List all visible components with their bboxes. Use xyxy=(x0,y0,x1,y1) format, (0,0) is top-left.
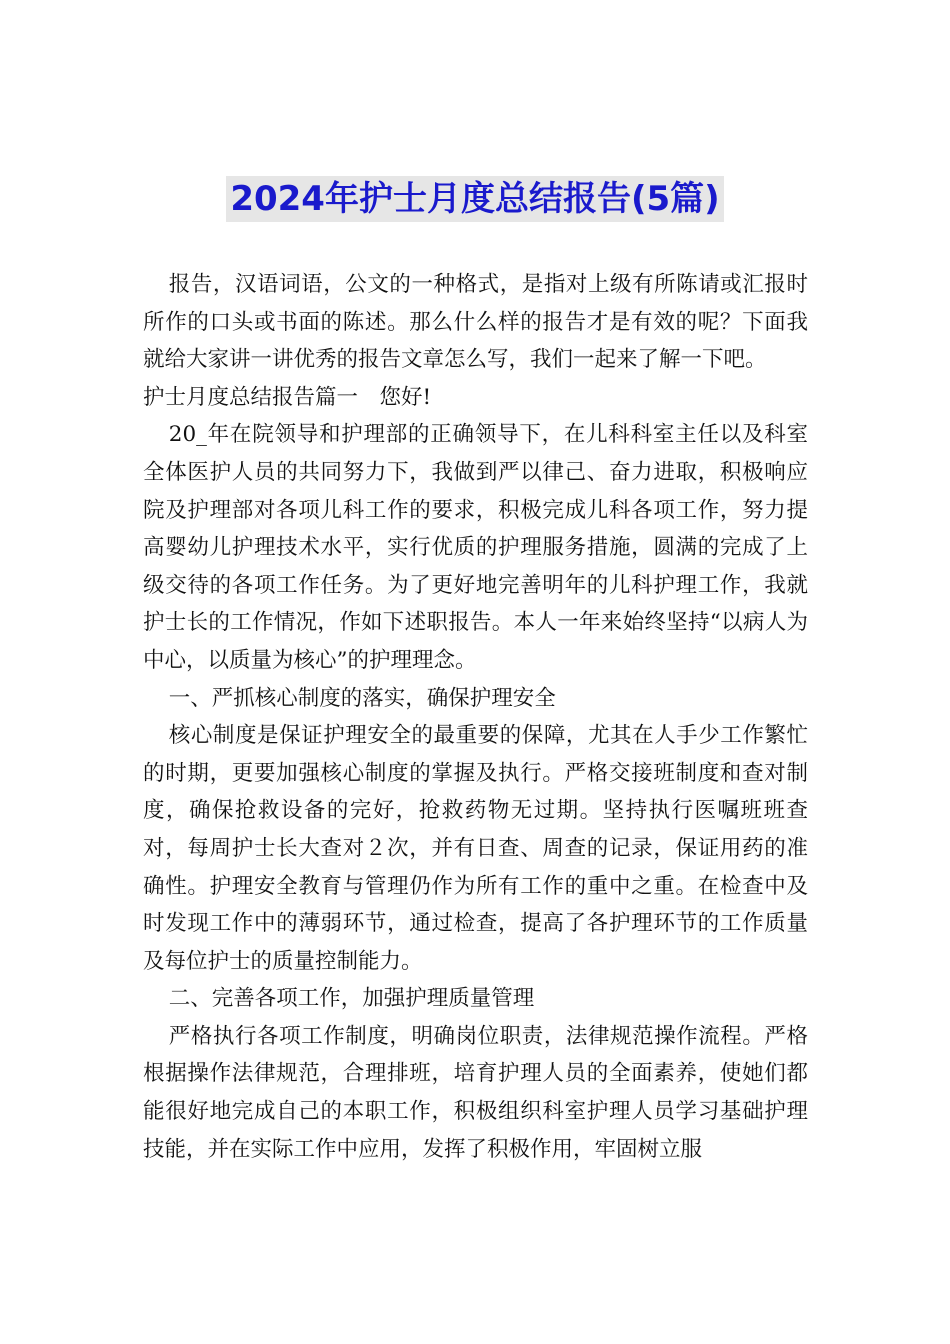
document-title: 2024年护士月度总结报告(5篇) xyxy=(226,176,723,222)
body-paragraph: 核心制度是保证护理安全的最重要的保障，尤其在人手少工作繁忙的时期，更要加强核心制度的掌握及执行。严格交接班制度和查对制度，确保抢救设备的完好，抢救药物无过期。坚持执行医嘱班班查对，每周护士长大查对２次，并有日查、周查的记录，保证用药的准确性。护理安全教育与管理仍作为所有工作的重中之重。在检查中及时发现工作中的薄弱环节，通过检查，提高了各护理环节的工作质量及每位护士的质量控制能力。 xyxy=(143,723,808,974)
section-heading: 一、严抓核心制度的落实，确保护理安全 xyxy=(168,685,556,711)
title-container xyxy=(0,176,950,222)
intro-paragraph: 报告，汉语词语，公文的一种格式，是指对上级有所陈请或汇报时所作的口头或书面的陈述。那么什么样的报告才是有效的呢？下面我就给大家讲一讲优秀的报告文章怎么写，我们一起来了解一下吧。 xyxy=(143,272,808,373)
body-paragraph: 20_年在院领导和护理部的正确领导下，在儿科科室主任以及科室全体医护人员的共同努力下，我做到严以律己、奋力进取，积极响应院及护理部对各项儿科工作的要求，积极完成儿科各项工作，努力提高婴幼儿护理技术水平，实行优质的护理服务措施，圆满的完成了上级交待的各项工作任务。为了更好地完善明年的儿科护理工作，我就护士长的工作情况，作如下述职报告。本人一年来始终坚持“以病人为中心，以质量为核心”的护理理念。 xyxy=(143,422,808,673)
section-heading: 二、完善各项工作，加强护理质量管理 xyxy=(168,986,535,1012)
document-body xyxy=(143,266,808,1168)
body-paragraph: 严格执行各项工作制度，明确岗位职责，法律规范操作流程。严格根据操作法律规范，合理排班，培育护理人员的全面素养，使她们都能很好地完成自己的本职工作，积极组织科室护理人员学习基础护理技能，并在实际工作中应用，发挥了积极作用，牢固树立服 xyxy=(143,1023,808,1162)
section-greeting: 护士月度总结报告篇一 您好! xyxy=(143,384,432,410)
